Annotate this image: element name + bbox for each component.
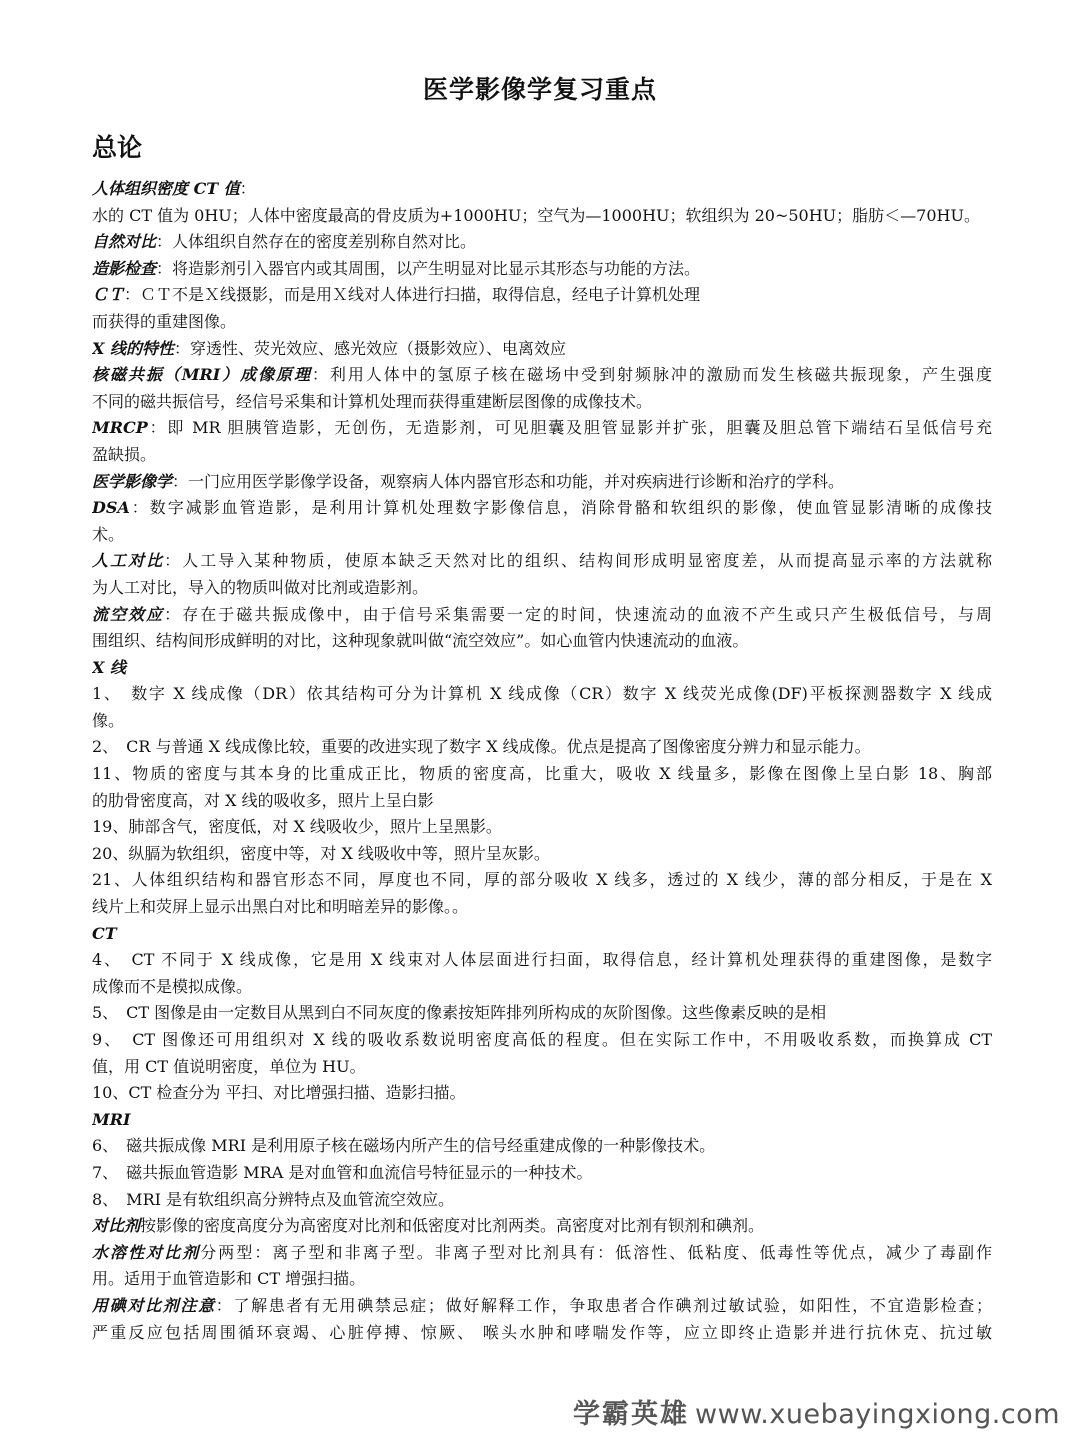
line-text: ：了解患者有无用碘禁忌症；做好解释工作，争取患者合作碘剂过敏试验，如阳性，不宜造影检查；	[215, 1295, 992, 1315]
term-label: X 线	[92, 657, 126, 677]
text-line	[92, 1027, 992, 1054]
text-line	[92, 176, 992, 203]
watermark	[573, 1392, 1060, 1431]
line-text: ：ＣＴ不是Ｘ线摄影，而是用Ｘ线对人体进行扫描，取得信息，经电子计算机处理	[124, 285, 701, 305]
line-text: 盈缺损。	[92, 444, 157, 464]
watermark-url: www.xuebayingxiong.com	[695, 1399, 1060, 1430]
line-text: ：数字减影血管造影，是利用计算机处理数字影像信息，消除骨骼和软组织的影像，使血管显影清晰的成像技	[129, 498, 992, 518]
text-line	[92, 362, 992, 389]
line-text: 20、纵膈为软组织，密度中等，对 X 线吸收中等，照片呈灰影。	[92, 843, 550, 863]
text-line	[92, 256, 992, 283]
line-text: 像。	[92, 710, 125, 730]
text-line	[92, 522, 992, 549]
text-line	[92, 1187, 992, 1214]
text-line	[92, 389, 992, 416]
text-line	[92, 229, 992, 256]
line-text: 6、 磁共振成像 MRI 是利用原子核在磁场内所产生的信号经重建成像的一种影像技术。	[92, 1136, 716, 1156]
term-label: 造影检查	[92, 258, 157, 278]
line-text: ：人工导入某种物质，使原本缺乏天然对比的组织、结构间形成明显密度差，从而提高显示率的方法就称	[164, 551, 992, 571]
text-line	[92, 1133, 992, 1160]
term-label: DSA	[92, 498, 130, 518]
text-line	[92, 1213, 992, 1240]
line-text: 值，用 CT 值说明密度，单位为 HU。	[92, 1056, 366, 1076]
line-text: 严重反应包括周围循环衰竭、心脏停搏、惊厥、 喉头水肿和哮喘发作等，应立即终止造影并进行抗休克、抗过敏	[92, 1322, 992, 1342]
line-text: ：利用人体中的氢原子核在磁场中受到射频脉冲的激励而发生核磁共振现象，产生强度	[311, 365, 992, 385]
text-line	[92, 947, 992, 974]
text-line	[92, 814, 992, 841]
text-line	[92, 1240, 992, 1267]
text-line	[92, 336, 992, 363]
text-line	[92, 628, 992, 655]
line-text: 围组织、结构间形成鲜明的对比，这种现象就叫做“流空效应”。如心血管内快速流动的血液。	[92, 631, 749, 651]
line-text: ：穿透性、荧光效应、感光效应（摄影效应）、电离效应	[174, 338, 567, 358]
line-text: 5、 CT 图像是由一定数目从黑到白不同灰度的像素按矩阵排列所构成的灰阶图像。这些像素反映的是相	[92, 1003, 827, 1023]
line-text: 19、肺部含气，密度低，对 X 线吸收少，照片上呈黑影。	[92, 817, 502, 837]
line-text: 分两型：离子型和非离子型。非离子型对比剂具有：低溶性、低粘度、低毒性等优点，减少了毒副作	[200, 1242, 992, 1262]
text-line	[92, 681, 992, 708]
text-line	[92, 415, 992, 442]
text-line	[92, 469, 992, 496]
line-text: ：	[239, 179, 256, 198]
text-line	[92, 309, 992, 336]
line-text: 2、 CR 与普通 X 线成像比较，重要的改进实现了数字 X 线成像。优点是提高了图像密度分辨力和显示能力。	[92, 737, 871, 757]
text-line	[92, 495, 992, 522]
text-line	[92, 548, 992, 575]
text-line	[92, 761, 992, 788]
line-text: ：存在于磁共振成像中，由于信号采集需要一定的时间，快速流动的血液不产生或只产生极低信号，与周	[164, 604, 992, 624]
text-line	[92, 1080, 992, 1107]
line-text: 7、 磁共振血管造影 MRA 是对血管和血流信号特征显示的一种技术。	[92, 1162, 593, 1182]
line-text: 1、 数字 X 线成像（DR）依其结构可分为计算机 X 线成像（CR）数字 X 线荧光成像(DF)平板探测器数字 X 线成	[92, 684, 992, 704]
line-text: 9、 CT 图像还可用组织对 X 线的吸收系数说明密度高低的程度。但在实际工作中，不用吸收系数，而换算成 CT	[92, 1030, 992, 1049]
text-line	[92, 734, 992, 761]
watermark-brand: 学霸英雄	[573, 1399, 690, 1430]
text-line	[92, 655, 992, 682]
line-text: 8、 MRI 是有软组织高分辨特点及血管流空效应。	[92, 1189, 455, 1209]
text-line	[92, 575, 992, 602]
text-line	[92, 1320, 992, 1347]
text-line	[92, 974, 992, 1001]
section-heading: 总论	[92, 133, 143, 162]
text-line	[92, 442, 992, 469]
line-text: 不同的磁共振信号，经信号采集和计算机处理而获得重建断层图像的成像技术。	[92, 391, 653, 411]
text-line	[92, 602, 992, 629]
body-text	[92, 176, 992, 1346]
text-line	[92, 1160, 992, 1187]
line-text: ：将造影剂引入器官内或其周围，以产生明显对比显示其形态与功能的方法。	[156, 258, 701, 278]
text-line	[92, 841, 992, 868]
term-label: 流空效应	[92, 604, 165, 624]
text-line	[92, 1000, 992, 1027]
term-label: 人体组织密度 CT 值	[92, 179, 240, 198]
line-text: 为人工对比，导入的物质叫做对比剂或造影剂。	[92, 577, 429, 597]
line-text: 线片上和荧屏上显示出黑白对比和明暗差异的影像。。	[92, 897, 469, 917]
line-text: 成像而不是模拟成像。	[92, 976, 253, 996]
term-label: 水溶性对比剂	[92, 1242, 201, 1262]
text-line	[92, 282, 992, 309]
line-text: 4、 CT 不同于 X 线成像，它是用 X 线束对人体层面进行扫面，取得信息，经计算机处理获得的重建图像，是数字	[92, 950, 992, 970]
line-text: ：一门应用医学影像学设备，观察病人体内器官形态和功能，并对疾病进行诊断和治疗的学科。	[172, 471, 845, 491]
text-line	[92, 788, 992, 815]
term-label: 自然对比	[92, 232, 157, 252]
term-label: ＣＴ	[92, 285, 125, 305]
line-text: 水的 CT 值为 0HU；人体中密度最高的骨皮质为+1000HU；空气为—1000HU；软组织为 20~50HU；脂肪＜—70HU。	[92, 205, 980, 225]
line-text: ：人体组织自然存在的密度差别称自然对比。	[156, 232, 477, 252]
term-label: 医学影像学	[92, 471, 173, 491]
line-text: 用。适用于血管造影和 CT 增强扫描。	[92, 1269, 366, 1289]
text-line	[92, 1054, 992, 1081]
line-text: 按影像的密度高度分为高密度对比剂和低密度对比剂两类。高密度对比剂有钡剂和碘剂。	[140, 1216, 765, 1236]
term-label: 核磁共振（MRI）成像原理	[92, 365, 312, 385]
text-line	[92, 894, 992, 921]
text-line	[92, 203, 992, 230]
text-line	[92, 1107, 992, 1134]
term-label: MRCP	[92, 418, 148, 438]
line-text: 而获得的重建图像。	[92, 311, 237, 331]
text-line	[92, 921, 992, 948]
line-text: ：即 MR 胆胰管造影，无创伤，无造影剂，可见胆囊及胆管显影并扩张，胆囊及胆总管下端结石呈低信号充	[147, 418, 992, 438]
line-text: 10、CT 检查分为 平扫、对比增强扫描、造影扫描。	[92, 1083, 466, 1103]
line-text: 术。	[92, 524, 125, 544]
term-label: X 线的特性	[92, 338, 174, 358]
line-text: 的肋骨密度高，对 X 线的吸收多，照片上呈白影	[92, 790, 434, 810]
term-label: MRI	[92, 1109, 131, 1129]
text-line	[92, 1266, 992, 1293]
term-label: CT	[92, 923, 117, 943]
term-label: 对比剂	[92, 1216, 141, 1236]
text-line	[92, 708, 992, 735]
term-label: 人工对比	[92, 551, 165, 571]
term-label: 用碘对比剂注意	[92, 1295, 216, 1315]
text-line	[92, 1293, 992, 1320]
line-text: 11、物质的密度与其本身的比重成正比，物质的密度高，比重大，吸收 X 线量多，影像在图像上呈白影 18、胸部	[92, 764, 992, 784]
text-line	[92, 867, 992, 894]
page-title: 医学影像学复习重点	[422, 75, 657, 104]
line-text: 21、人体组织结构和器官形态不同，厚度也不同，厚的部分吸收 X 线多，透过的 X 线少，薄的部分相反，于是在 X	[92, 870, 992, 890]
